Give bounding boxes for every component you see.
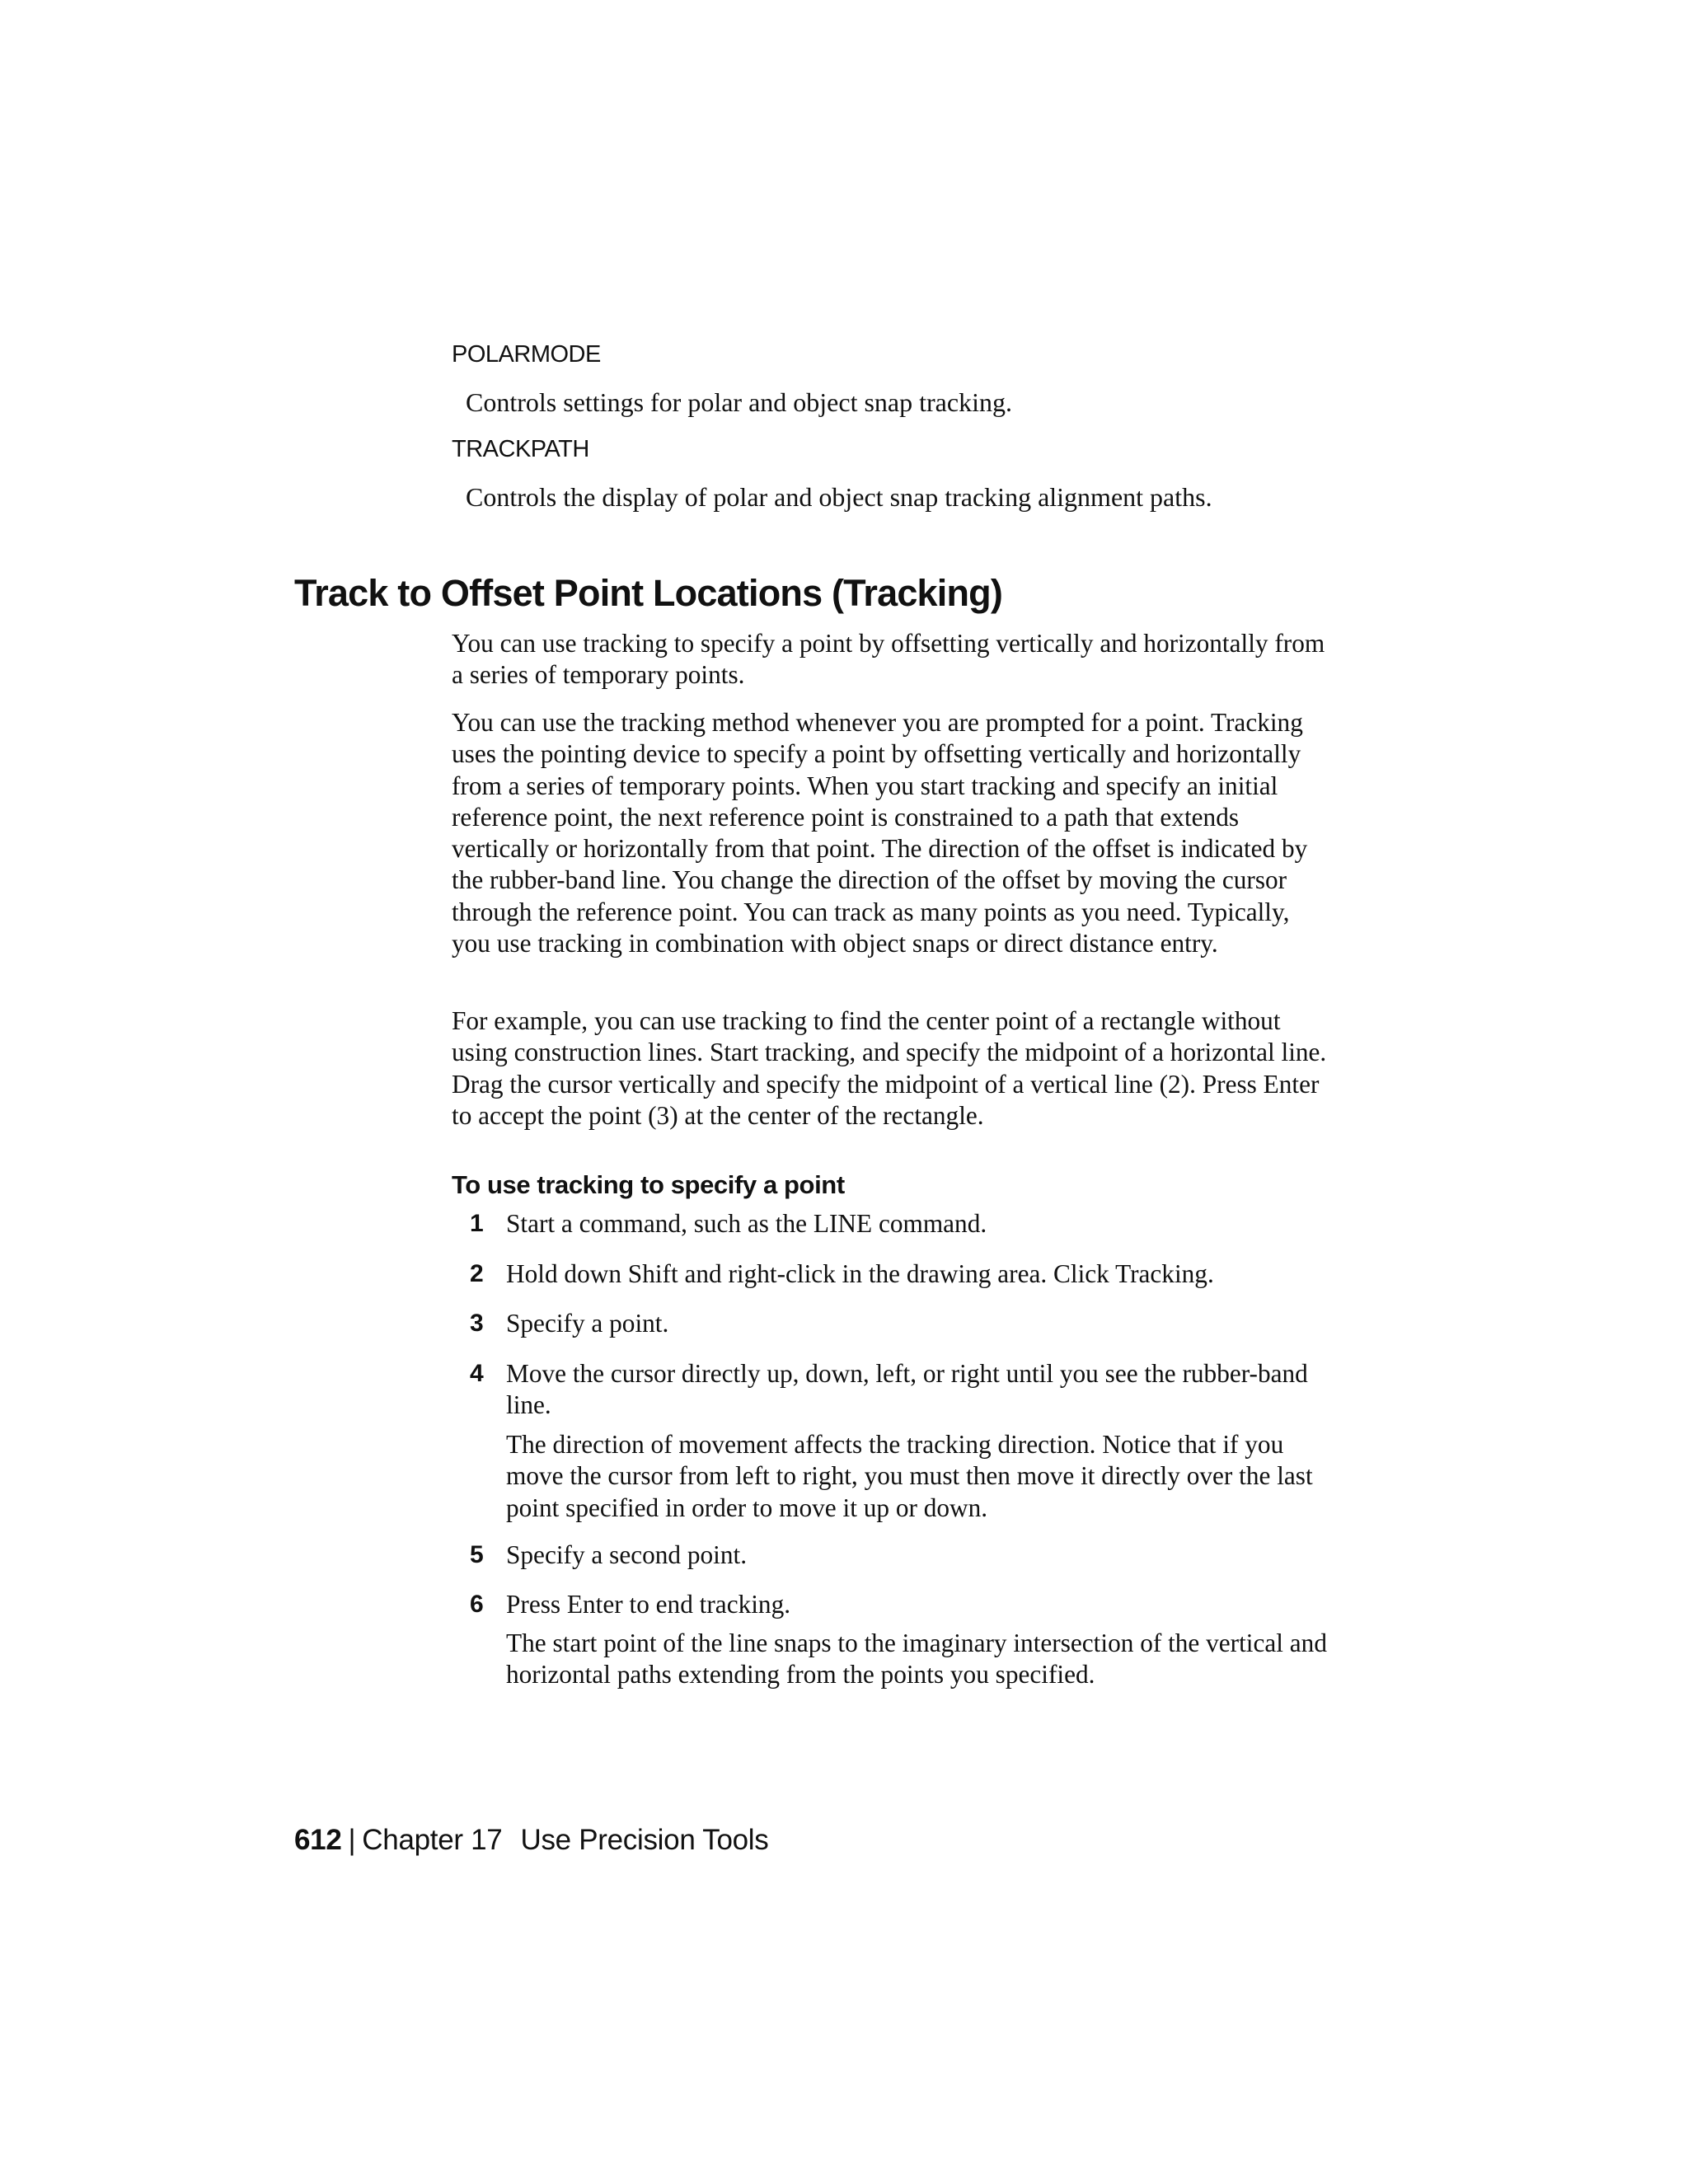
step-text: Specify a point. (506, 1309, 669, 1338)
procedure-heading: To use tracking to specify a point (452, 1170, 845, 1199)
chapter-title: Use Precision Tools (520, 1824, 769, 1856)
footer-separator: | (348, 1824, 356, 1856)
step-note: The direction of movement affects the tracking direction. Notice that if you move the cursor from left to right, you must then move it directly over the last point specified in order to move it up or down. (506, 1430, 1313, 1522)
sysvar-desc-polarmode: Controls settings for polar and object snap tracking. (466, 387, 1012, 417)
step-number: 2 (470, 1260, 484, 1287)
chapter-label: Chapter 17 (362, 1824, 503, 1856)
step-text: Hold down Shift and right-click in the drawing area. Click Tracking. (506, 1259, 1214, 1288)
sysvar-name-polarmode: POLARMODE (452, 341, 601, 368)
section-heading: Track to Offset Point Locations (Tracking) (294, 572, 1003, 614)
step-number: 5 (470, 1541, 484, 1568)
step-number: 3 (470, 1310, 484, 1337)
step-number: 4 (470, 1360, 484, 1387)
step-number: 6 (470, 1591, 484, 1618)
step-text: Start a command, such as the LINE command. (506, 1209, 987, 1238)
page-footer (294, 1821, 768, 1859)
sysvar-desc-trackpath: Controls the display of polar and object snap tracking alignment paths. (466, 482, 1212, 512)
sysvar-name-trackpath: TRACKPATH (452, 436, 589, 462)
step-note: The start point of the line snaps to the imaginary intersection of the vertical and horizontal paths extending from the points you specified. (506, 1629, 1327, 1690)
step-text: Move the cursor directly up, down, left, or right until you see the rubber-band line. (506, 1359, 1308, 1420)
step-text: Press Enter to end tracking. (506, 1590, 791, 1619)
paragraph-intro: You can use tracking to specify a point by offsetting vertically and horizontally from a series of temporary points. (452, 629, 1325, 690)
step-text: Specify a second point. (506, 1540, 748, 1569)
page-number: 612 (294, 1824, 342, 1856)
paragraph-method: You can use the tracking method whenever you are prompted for a point. Tracking uses the pointing device to specify a point by offsetting vertically and horizontally from a series of temporary points. When you start tracking and specify an initial reference point, the next reference point is constrained to a path that extends vertically or horizontally from that point. The direction of the offset is indicated by the rubber-band line. You change the direction of the offset by moving the cursor through the reference point. You can track as many points as you need. Typically, you use tracking in combination with object snaps or direct distance entry. (452, 708, 1308, 958)
step-number: 1 (470, 1210, 484, 1237)
paragraph-example: For example, you can use tracking to find the center point of a rectangle without using construction lines. Start tracking, and specify the midpoint of a horizontal line. Drag the cursor vertically and specify the midpoint of a vertical line (2). Press Enter to accept the point (3) at the center of the rectangle. (452, 1006, 1327, 1130)
